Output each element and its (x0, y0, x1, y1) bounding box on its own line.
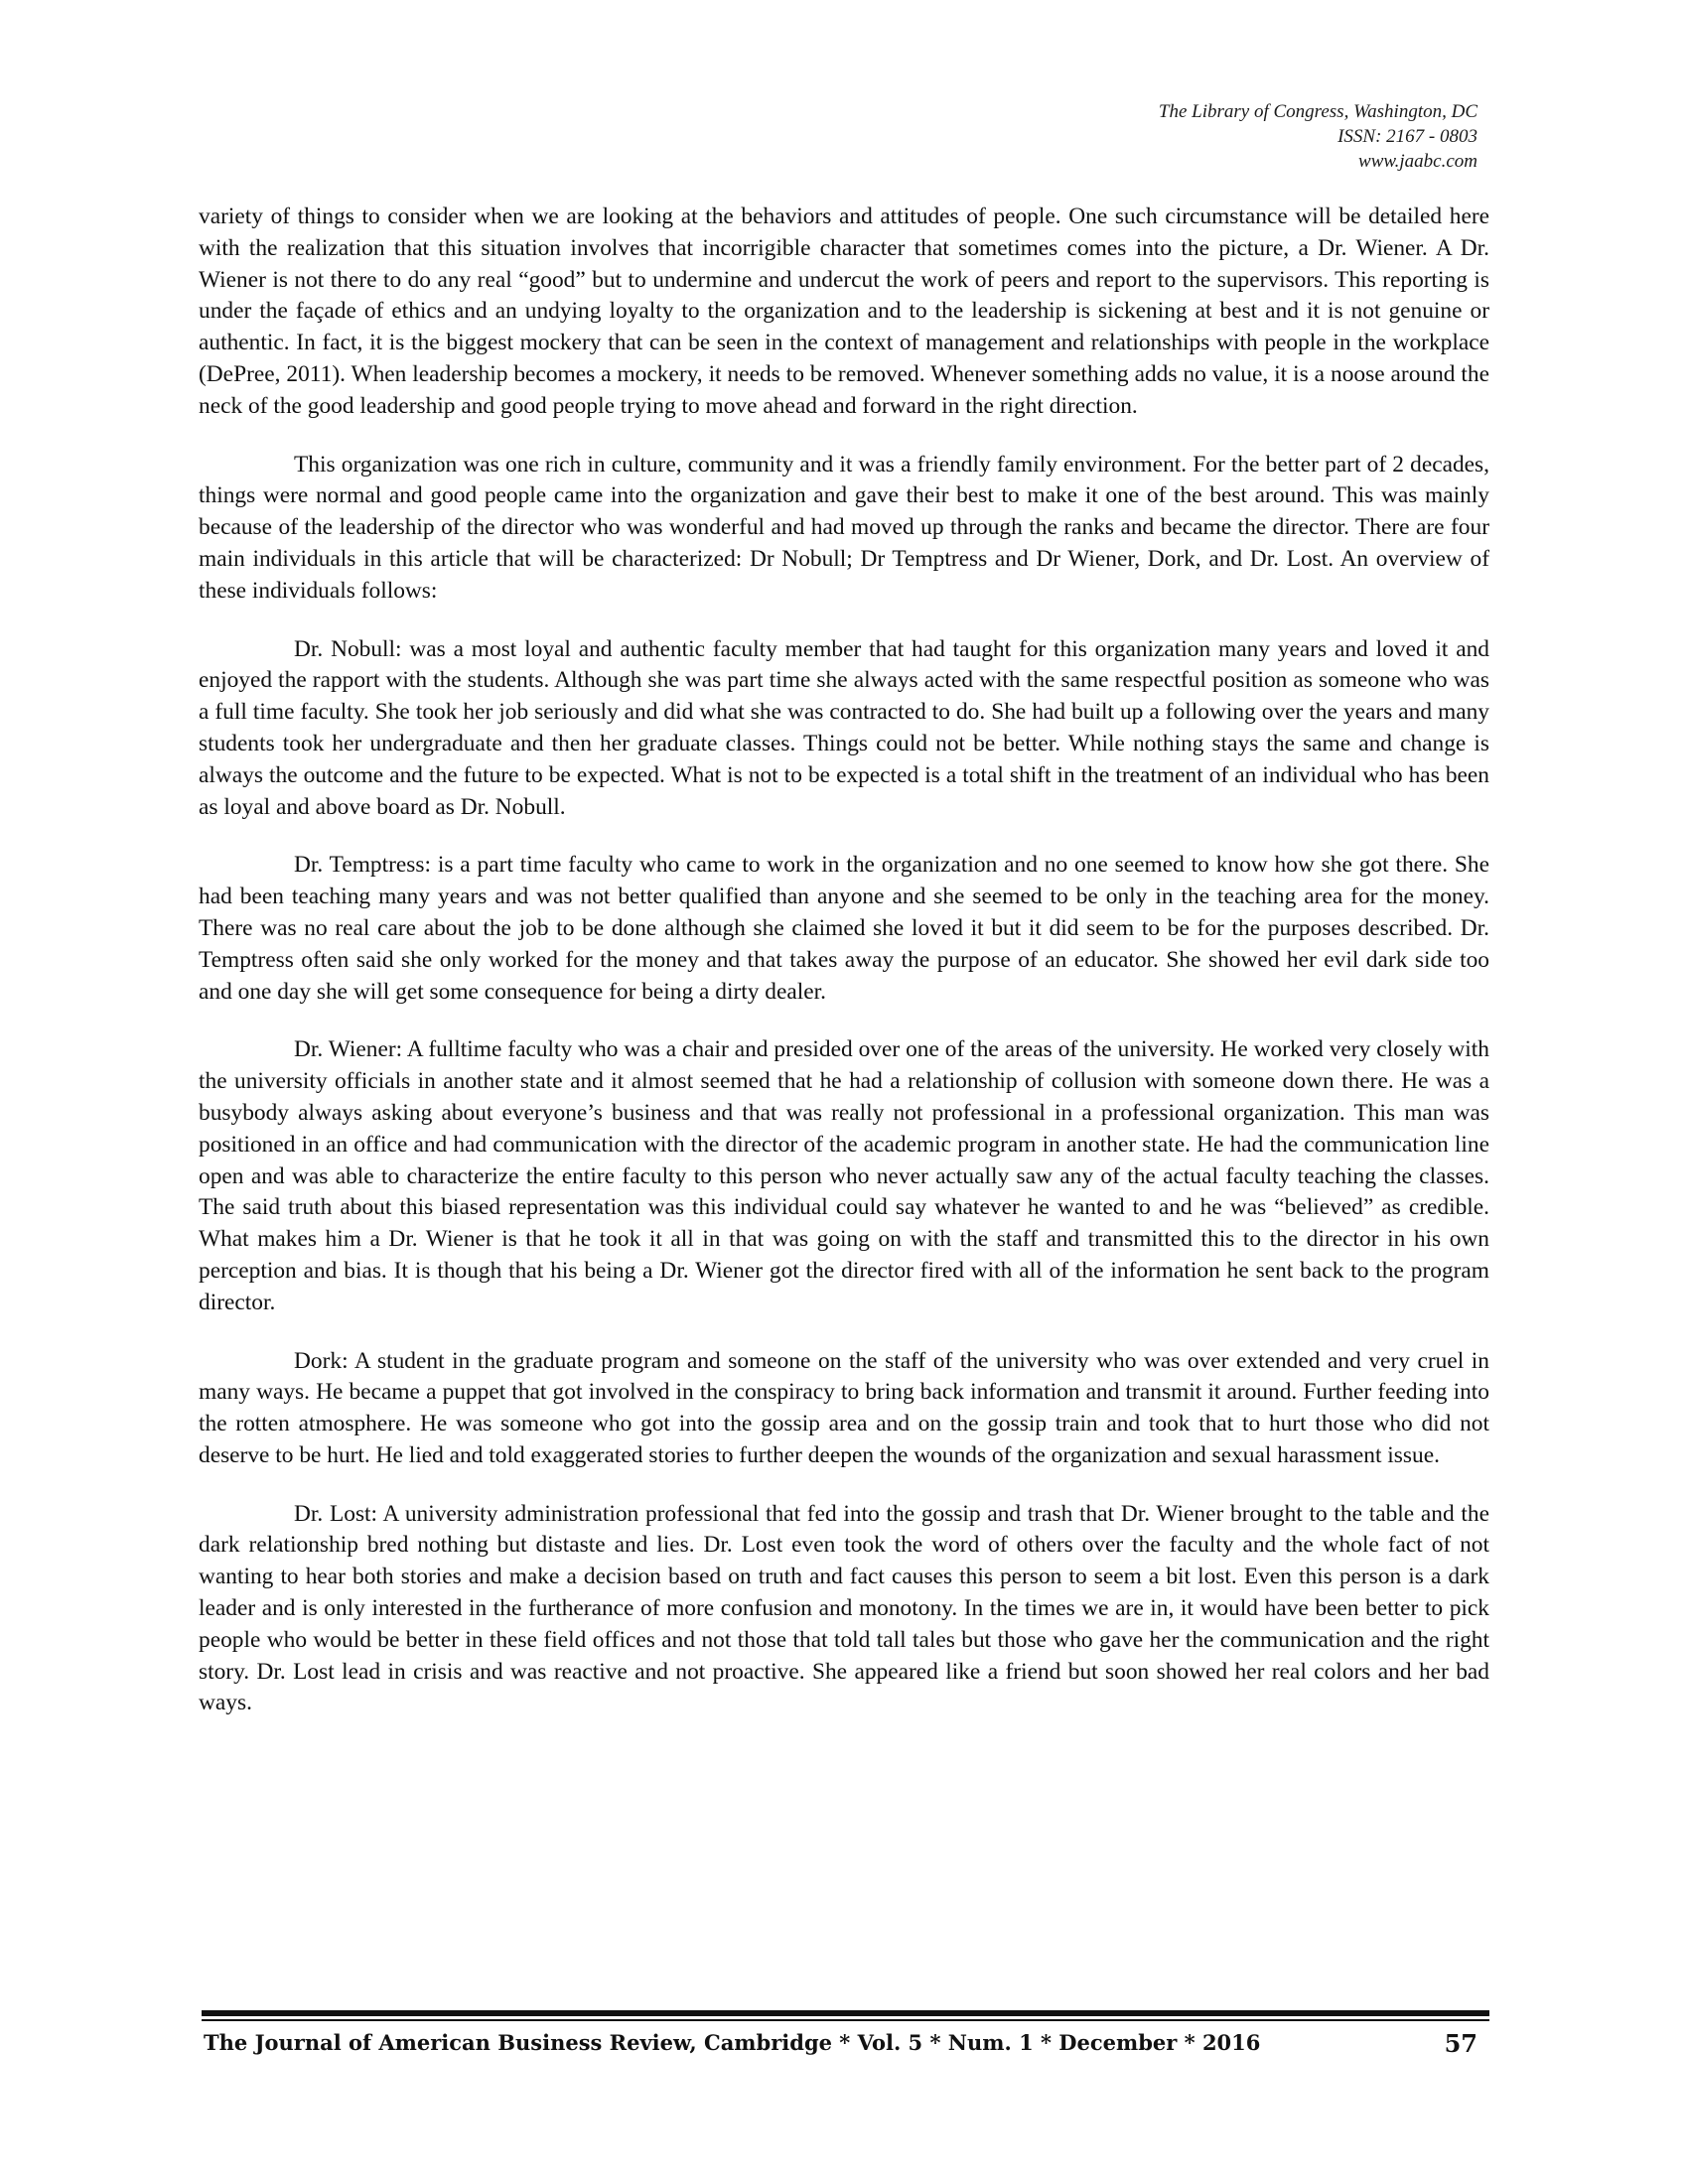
paragraph-dork: Dork: A student in the graduate program and someone on the staff of the university who was over extended and very cruel in many ways. He became a puppet that got involved in the conspiracy to bring back information and transmit it around. Further feeding into the rotten atmosphere. He was someone who got into the gossip area and on the gossip train and took that to hurt those who did not deserve to be hurt. He lied and told exaggerated stories to further deepen the wounds of the organization and sexual harassment issue. (199, 1347, 1489, 1468)
paragraph-organization: This organization was one rich in culture, community and it was a friendly family environment. For the better part of 2 decades, things were normal and good people came into the organization and gave their best to make it one of the best around. This was mainly because of the leadership of the director who was wonderful and had moved up through the ranks and became the director. There are four main individuals in this article that will be characterized: Dr Nobull; Dr Temptress and Dr Wiener, Dork, and Dr. Lost. An overview of these individuals follows: (199, 451, 1489, 604)
footer-journal-citation: The Journal of American Business Review, Cambridge * Vol. 5 * Num. 1 * December * 2016 (204, 2030, 1261, 2055)
paragraph-dr-lost: Dr. Lost: A university administration professional that fed into the gossip and trash that Dr. Wiener brought to the table and the dark relationship bred nothing but distaste and lies. Dr. Lost even took the word of others over the faculty and the whole fact of not wanting to hear both stories and make a decision based on truth and fact causes this person to seem a bit lost. Even this person is a dark leader and is only interested in the furtherance of more confusion and monotony. In the times we are in, it would have been better to pick people who would be better in these field offices and not those that told tall tales but those who gave her the communication and the right story. Dr. Lost lead in crisis and was reactive and not proactive. She appeared like a friend but soon showed her real colors and her bad ways. (199, 1500, 1489, 1716)
header-library-line: The Library of Congress, Washington, DC (1158, 101, 1477, 122)
paragraph-continuation: variety of things to consider when we are looking at the behaviors and attitudes of people. One such circumstance will be detailed here with the realization that this situation involves that incorrigible character that sometimes comes into the picture, a Dr. Wiener. A Dr. Wiener is not there to do any real “good” but to undermine and undercut the work of peers and report to the supervisors. This reporting is under the façade of ethics and an undying loyalty to the organization and to the leadership is sickening at best and it is not genuine or authentic. In fact, it is the biggest mockery that can be seen in the context of management and relationships with people in the workplace (DePree, 2011). When leadership becomes a mockery, it needs to be removed. Whenever something adds no value, it is a noose around the neck of the good leadership and good people trying to move ahead and forward in the right direction. (199, 204, 1489, 419)
header-issn-line: ISSN: 2167 - 0803 (1337, 126, 1477, 147)
paragraph-dr-nobull: Dr. Nobull: was a most loyal and authentic faculty member that had taught for this organization many years and loved it and enjoyed the rapport with the students. Although she was part time she always acted with the same respectful position as someone who was a full time faculty. She took her job seriously and did what she was contracted to do. She had built up a following over the years and many students took her undergraduate and then her graduate classes. Things could not be better. While nothing stays the same and change is always the outcome and the future to be expected. What is not to be expected is a total shift in the treatment of an individual who has been as loyal and above board as Dr. Nobull. (199, 635, 1489, 820)
paragraph-dr-temptress: Dr. Temptress: is a part time faculty who came to work in the organization and no one seemed to know how she got there. She had been teaching many years and was not better qualified than anyone and she seemed to be only in the teaching area for the money. There was no real care about the job to be done although she claimed she loved it but it did seem to be for the purposes described. Dr. Temptress often said she only worked for the money and that takes away the purpose of an educator. She showed her evil dark side too and one day she will get some consequence for being a dirty dealer. (199, 852, 1489, 1005)
footer-divider-thin (202, 2019, 1489, 2021)
running-header (1159, 99, 1477, 174)
page-number: 57 (1444, 2029, 1477, 2058)
article-body (199, 202, 1489, 1746)
paragraph-dr-wiener: Dr. Wiener: A fulltime faculty who was a chair and presided over one of the areas of the university. He worked very closely with the university officials in another state and it almost seemed that he had a relationship of collusion with someone down there. He was a busybody always asking about everyone’s business and that was really not professional in a professional organization. This man was positioned in an office and had communication with the director of the academic program in another state. He had the communication line open and was able to characterize the entire faculty to this person who never actually saw any of the actual faculty teaching the classes. The said truth about this biased representation was this individual could say whatever he wanted to and he was “believed” as credible. What makes him a Dr. Wiener is that he took it all in that was going on with the staff and transmitted this to the director in his own perception and bias. It is though that his being a Dr. Wiener got the director fired with all of the information he sent back to the program director. (199, 1036, 1489, 1315)
footer-divider-thick (202, 2010, 1489, 2016)
header-website-line: www.jaabc.com (1358, 151, 1477, 172)
